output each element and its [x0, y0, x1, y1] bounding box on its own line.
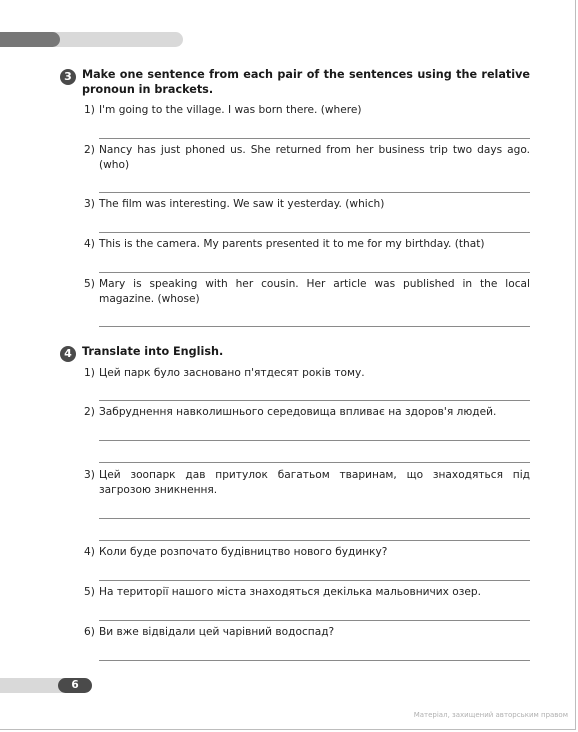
task-number-badge: 3 [60, 69, 76, 85]
item-number: 5) [84, 586, 95, 598]
answer-line[interactable] [99, 462, 530, 463]
item-number: 1) [84, 367, 95, 379]
item-number: 4) [84, 238, 95, 250]
item-text: Nancy has just phoned us. She returned from her business trip two days ago. (who) [99, 144, 530, 171]
exercise-item [84, 585, 530, 600]
answer-line[interactable] [99, 440, 530, 441]
answer-line[interactable] [99, 620, 530, 621]
item-text: I'm going to the village. I was born there. (where) [99, 104, 362, 116]
answer-line[interactable] [99, 138, 530, 139]
item-text: Mary is speaking with her cousin. Her article was published in the local magazine. (whose) [99, 278, 530, 305]
item-number: 2) [84, 406, 95, 418]
task-instruction: Make one sentence from each pair of the sentences using the relative pronoun in brackets. [82, 68, 530, 96]
exercise-item [84, 545, 530, 560]
task-4 [60, 345, 530, 362]
item-number: 6) [84, 626, 95, 638]
answer-line[interactable] [99, 580, 530, 581]
answer-line[interactable] [99, 400, 530, 401]
item-text: This is the camera. My parents presented it to me for my birthday. (that) [99, 238, 485, 250]
item-number: 1) [84, 104, 95, 116]
answer-line[interactable] [99, 660, 530, 661]
task-3 [60, 68, 530, 97]
item-number: 5) [84, 278, 95, 290]
answer-line[interactable] [99, 272, 530, 273]
item-text: Ви вже відвідали цей чарівний водоспад? [99, 626, 335, 638]
item-number: 3) [84, 469, 95, 481]
exercise-item [84, 468, 530, 497]
answer-line[interactable] [99, 540, 530, 541]
item-text: На території нашого міста знаходяться декілька мальовничих озер. [99, 586, 482, 598]
item-text: Забруднення навколишнього середовища впливає на здоров'я людей. [99, 406, 497, 418]
answer-line[interactable] [99, 326, 530, 327]
exercise-item [84, 366, 530, 381]
item-number: 2) [84, 144, 95, 156]
exercise-item [84, 143, 530, 172]
answer-line[interactable] [99, 192, 530, 193]
exercise-item [84, 277, 530, 306]
exercise-item [84, 625, 530, 640]
answer-line[interactable] [99, 518, 530, 519]
item-number: 3) [84, 198, 95, 210]
answer-line[interactable] [99, 232, 530, 233]
exercise-item [84, 103, 530, 118]
copyright-notice: Матеріал, захищений авторським правом [413, 711, 568, 719]
page-number: 6 [58, 678, 92, 693]
item-text: The film was interesting. We saw it yesterday. (which) [99, 198, 385, 210]
item-text: Цей парк було засновано п'ятдесят років тому. [99, 367, 365, 379]
header-decoration-accent [0, 32, 60, 47]
header-decoration-bar [0, 32, 183, 47]
footer-decoration-bar [0, 678, 92, 693]
item-text: Цей зоопарк дав притулок багатьом тваринам, що знаходяться під загрозою зникнення. [99, 469, 530, 496]
task-instruction: Translate into English. [82, 345, 224, 358]
task-number-badge: 4 [60, 346, 76, 362]
exercise-item [84, 237, 530, 252]
item-number: 4) [84, 546, 95, 558]
exercise-item [84, 405, 530, 420]
exercise-item [84, 197, 530, 212]
item-text: Коли буде розпочато будівництво нового будинку? [99, 546, 388, 558]
